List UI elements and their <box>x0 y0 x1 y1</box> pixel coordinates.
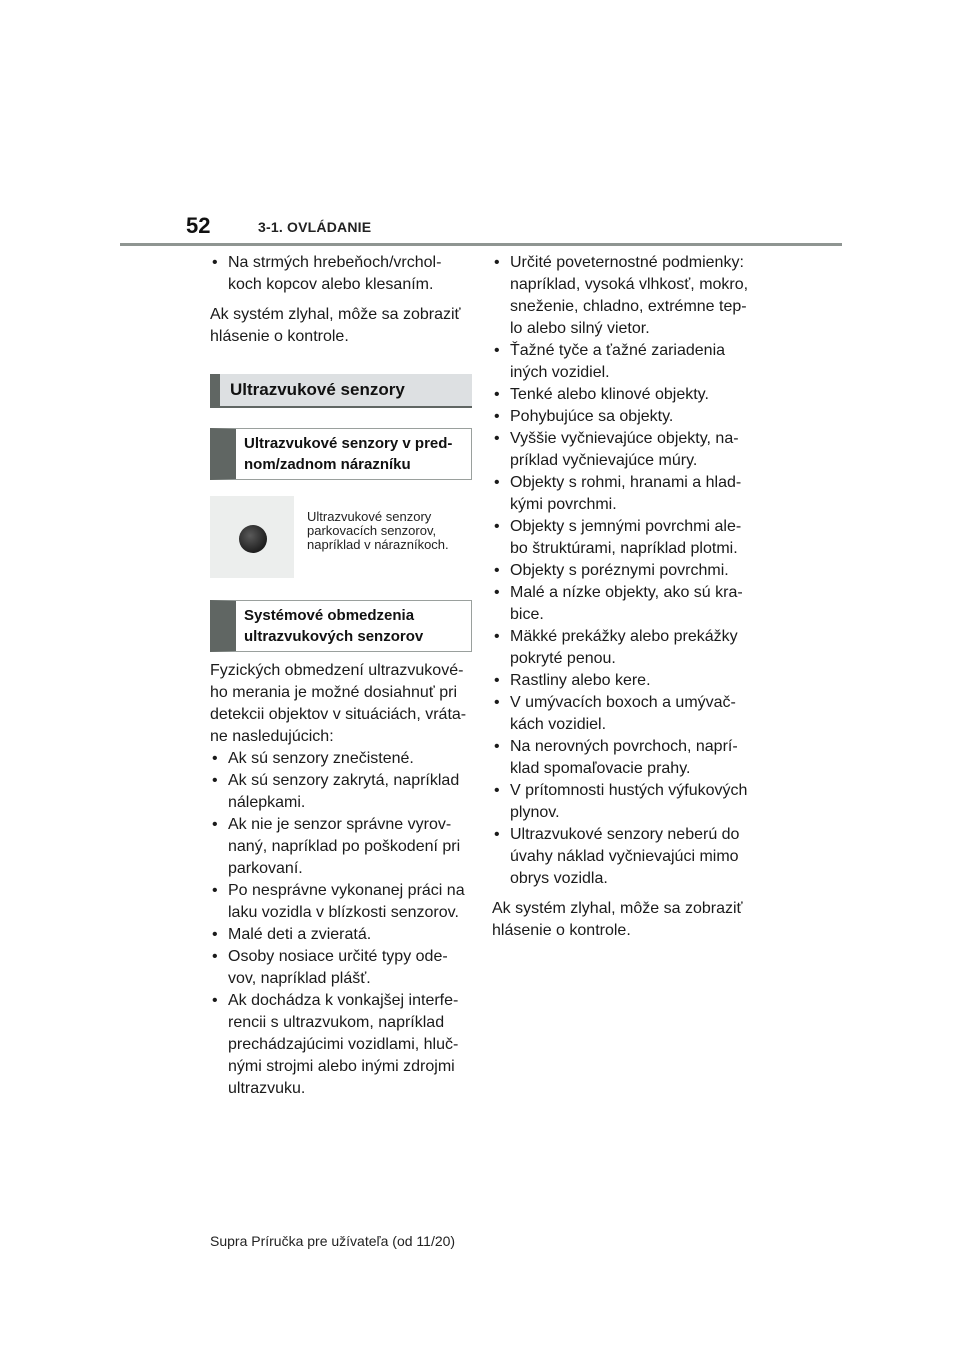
list-item: • Objekty s jemnými povrchmi ale-bo štruktúrami, napríklad plotmi. <box>492 516 754 560</box>
list-item: • Objekty s poréznymi povrchmi. <box>492 560 754 582</box>
list-item: • Ak sú senzory znečistené. <box>210 748 472 770</box>
sensor-image <box>210 496 294 578</box>
sensor-figure <box>210 496 472 578</box>
list-item: • Ak dochádza k vonkajšej interfe-rencii s ultrazvukom, napríklad prechádzajúcimi vozidlami, hluč-nými strojmi alebo inými zdrojmi ultrazvuku. <box>210 990 472 1100</box>
closing-paragraph: Ak systém zlyhal, môže sa zobraziť hlásenie o kontrole. <box>492 900 743 939</box>
page-footer: Supra Príručka pre užívateľa (od 11/20) <box>210 1233 456 1249</box>
intro-paragraph: Ak systém zlyhal, môže sa zobraziť hlásenie o kontrole. <box>210 306 461 345</box>
list-item: • Tenké alebo klinové objekty. <box>492 384 754 406</box>
list-item: • Osoby nosiace určité typy ode-vov, napríklad plášť. <box>210 946 472 990</box>
left-column <box>210 252 472 1100</box>
limits-paragraph: Fyzických obmedzení ultrazvukové-ho merania je možné dosiahnuť pri detekcii objektov v situáciách, vráta-ne nasledujúcich: <box>210 662 467 745</box>
list-item: • Rastliny alebo kere. <box>492 670 754 692</box>
list-item: • Pohybujúce sa objekty. <box>492 406 754 428</box>
section-heading: Ultrazvukové senzory <box>210 374 472 408</box>
list-item: • V umývacích boxoch a umývač-kách vozidiel. <box>492 692 754 736</box>
list-item: • Malé a nízke objekty, ako sú kra-bice. <box>492 582 754 626</box>
header-divider <box>120 243 842 246</box>
page-number: 52 <box>186 213 211 238</box>
subheading-system-limits: Systémové obmedzenia ultrazvukových senzorov <box>210 600 472 652</box>
conditions-bullet-list <box>492 252 754 890</box>
figure-caption: Ultrazvukové senzory parkovacích senzorov, napríklad v nárazníkoch. <box>307 509 449 552</box>
subheading-front-rear-sensors: Ultrazvukové senzory v pred-nom/zadnom nárazníku <box>210 428 472 480</box>
list-item: • Mäkké prekážky alebo prekážky pokryté penou. <box>492 626 754 670</box>
list-item: • Vyššie vyčnievajúce objekty, na-príklad vyčnievajúce múry. <box>492 428 754 472</box>
list-item: • Ak nie je senzor správne vyrov-naný, napríklad po poškodení pri parkovaní. <box>210 814 472 880</box>
list-item: • Na strmých hrebeňoch/vrchol-koch kopcov alebo klesaním. <box>210 252 472 296</box>
list-item: • Ťažné tyče a ťažné zariadenia iných vozidiel. <box>492 340 754 384</box>
intro-bullet-list <box>210 252 472 296</box>
list-item: • Po nesprávne vykonanej práci na laku vozidla v blízkosti senzorov. <box>210 880 472 924</box>
list-item: • V prítomnosti hustých výfukových plynov. <box>492 780 754 824</box>
list-item: • Ultrazvukové senzory neberú do úvahy náklad vyčnievajúci mimo obrys vozidla. <box>492 824 754 890</box>
list-item: • Malé deti a zvieratá. <box>210 924 472 946</box>
list-item: • Určité poveternostné podmienky: napríklad, vysoká vlhkosť, mokro, sneženie, chladno, extrémne tep-lo alebo silný vietor. <box>492 252 754 340</box>
list-item: • Ak sú senzory zakrytá, napríklad nálepkami. <box>210 770 472 814</box>
section-title: 3-1. OVLÁDANIE <box>258 219 372 235</box>
right-column <box>492 252 754 942</box>
ultrasonic-sensor-icon <box>239 525 267 553</box>
list-item: • Objekty s rohmi, hranami a hlad-kými povrchmi. <box>492 472 754 516</box>
list-item: • Na nerovných povrchoch, naprí-klad spomaľovacie prahy. <box>492 736 754 780</box>
limits-bullet-list <box>210 748 472 1100</box>
